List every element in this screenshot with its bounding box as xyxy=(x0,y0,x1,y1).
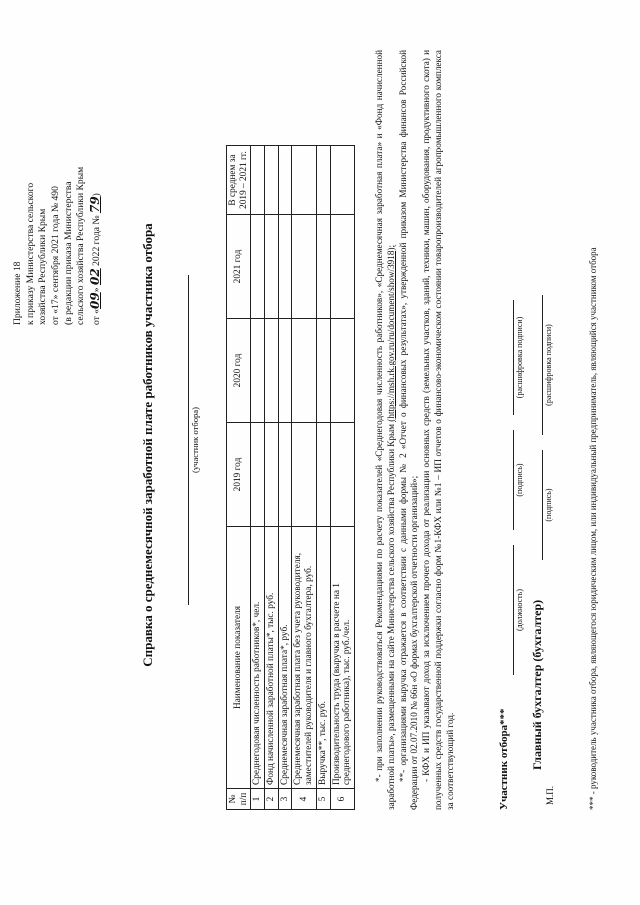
date-prefix: от « xyxy=(90,308,102,325)
appendix-line: (в редакции приказа Министерства xyxy=(62,181,74,325)
date-suffix: ) xyxy=(90,193,102,197)
handwritten-month: 02 xyxy=(87,268,102,286)
date-mid: » xyxy=(90,285,102,293)
col-header-number: № п/п xyxy=(227,789,251,810)
handwritten-number: 79 xyxy=(87,196,102,214)
col-header-2019: 2019 год xyxy=(227,423,251,527)
row-number: 5 xyxy=(316,789,330,810)
table-header-row xyxy=(227,146,251,810)
appendix-line: от «17» сентября 2021 года № 490 xyxy=(49,186,61,325)
indicators-table xyxy=(226,145,355,810)
signature-caption: (подпись) xyxy=(515,463,524,497)
cell-2020[interactable] xyxy=(330,319,354,423)
row-number: 6 xyxy=(330,789,354,810)
accountant-decoding-line[interactable] xyxy=(532,295,543,435)
row-number: 3 xyxy=(278,789,292,810)
table-row xyxy=(278,146,292,810)
handwritten-day: 09 xyxy=(87,292,102,309)
cell-2019[interactable] xyxy=(316,423,330,527)
cell-2019[interactable] xyxy=(292,423,316,527)
appendix-line: Приложение 18 xyxy=(12,261,23,325)
cell-2020[interactable] xyxy=(316,319,330,423)
cell-2021[interactable] xyxy=(316,215,330,319)
position-caption: (должность) xyxy=(515,589,524,631)
appendix-line-date xyxy=(88,65,104,325)
date-year: 2022 года № xyxy=(90,213,102,269)
row-indicator: Среднемесячная заработная плата без учета руководителя, заместителей руководителя и главного бухгалтера, руб. xyxy=(292,527,316,789)
cell-2020[interactable] xyxy=(278,319,292,423)
stamp-place: М.П. xyxy=(545,785,555,805)
cell-average[interactable] xyxy=(330,146,354,215)
cell-2020[interactable] xyxy=(292,319,316,423)
cell-2020[interactable] xyxy=(251,319,265,423)
row-indicator: Фонд начисленной заработной платы*, тыс. руб. xyxy=(265,527,279,789)
footnote-3: - КФХ и ИП указывают доход за исключением прочего дохода от реализации основных средств (земельных участков, зданий, техники, машин, оборудования, продуктивного скота) и полученных средств государственной поддержки согласно форм №1-КФХ или №1 – ИП отчетов о финансово-экономическом состоянии товаропроизводителей агропромышленного комплекса за соответствующий год. xyxy=(421,50,455,810)
table-row xyxy=(292,146,316,810)
row-indicator: Среднемесячная заработная плата*, руб. xyxy=(278,527,292,789)
cell-2021[interactable] xyxy=(265,215,279,319)
footnote-3-asterisk: *** - руководитель участника отбора, являющегося юридическим лицом, или индивидуальный предприниматель, являющийся участником отбора xyxy=(588,247,598,810)
cell-2021[interactable] xyxy=(278,215,292,319)
table-row xyxy=(330,146,354,810)
appendix-header xyxy=(12,65,104,325)
cell-2021[interactable] xyxy=(251,215,265,319)
table-row xyxy=(265,146,279,810)
participant-caption: (участник отбора) xyxy=(190,407,200,473)
accountant-signature-caption: (подпись) xyxy=(544,488,553,522)
appendix-line: хозяйства Республики Крым xyxy=(37,208,49,325)
footnotes xyxy=(374,50,456,810)
col-header-2020: 2020 год xyxy=(227,319,251,423)
cell-average[interactable] xyxy=(316,146,330,215)
cell-2019[interactable] xyxy=(330,423,354,527)
table-row xyxy=(251,146,265,810)
participant-signature-label: Участник отбора*** xyxy=(498,708,510,810)
appendix-line: к приказу Министерства сельского xyxy=(24,182,36,325)
col-header-indicator: Наименование показателя xyxy=(227,527,251,789)
cell-average[interactable] xyxy=(265,146,279,215)
table-row xyxy=(316,146,330,810)
cell-2020[interactable] xyxy=(265,319,279,423)
footnote-1-link[interactable]: (https://msh.rk.gov.ru/ru/document/show/3918); xyxy=(385,244,396,422)
decoding-caption: (расшифровка подписи) xyxy=(515,316,524,399)
footnote-1 xyxy=(374,50,398,810)
col-header-2021: 2021 год xyxy=(227,215,251,319)
signature-line[interactable] xyxy=(503,430,514,530)
row-indicator: Среднегодовая численность работников*, чел. xyxy=(251,527,265,789)
position-line[interactable] xyxy=(503,545,514,675)
accountant-decoding-caption: (расшифровка подписи) xyxy=(544,324,553,406)
footnote-1-text: *- при заполнении руководствоваться Рекомендациями по расчету показателей «Среднегодовая численность работников», «Среднемесячная заработная плата» и «Фонд начисленной заработной платы», размещенными на сайте Министерства сельского хозяйства Республики Крым xyxy=(374,50,396,810)
cell-average[interactable] xyxy=(278,146,292,215)
cell-2021[interactable] xyxy=(292,215,316,319)
appendix-line: сельского хозяйства Республики Крым xyxy=(75,166,87,325)
row-number: 2 xyxy=(265,789,279,810)
row-number: 1 xyxy=(251,789,265,810)
footnote-2: **- организациями выручка отражается в соответствии с данными формы № 2 «Отчет о финансовых результатах», утвержденной приказом Министерства финансов Российской Федерации от 02.07.2010 № 66н «О формах бухгалтерской отчетности организаций»; xyxy=(397,50,420,810)
cell-2019[interactable] xyxy=(265,423,279,527)
row-indicator: Производительность труда (выручка в расчете на 1 среднегодового работника), тыс. руб./чел. xyxy=(330,527,354,789)
cell-average[interactable] xyxy=(251,146,265,215)
cell-2019[interactable] xyxy=(251,423,265,527)
document-title: Справка о среднемесячной заработной плате работников участника отбора xyxy=(140,223,155,667)
cell-2019[interactable] xyxy=(278,423,292,527)
row-indicator: Выручка**, тыс. руб. xyxy=(316,527,330,789)
accountant-label: Главный бухгалтер (бухгалтер) xyxy=(530,599,544,770)
decoding-line[interactable] xyxy=(503,300,514,415)
row-number: 4 xyxy=(292,789,316,810)
accountant-signature-line[interactable] xyxy=(532,450,543,560)
cell-2021[interactable] xyxy=(330,215,354,319)
participant-blank-line[interactable] xyxy=(178,275,189,605)
col-header-average: В среднем за 2019 – 2021 гг. xyxy=(227,146,251,215)
cell-average[interactable] xyxy=(292,146,316,215)
